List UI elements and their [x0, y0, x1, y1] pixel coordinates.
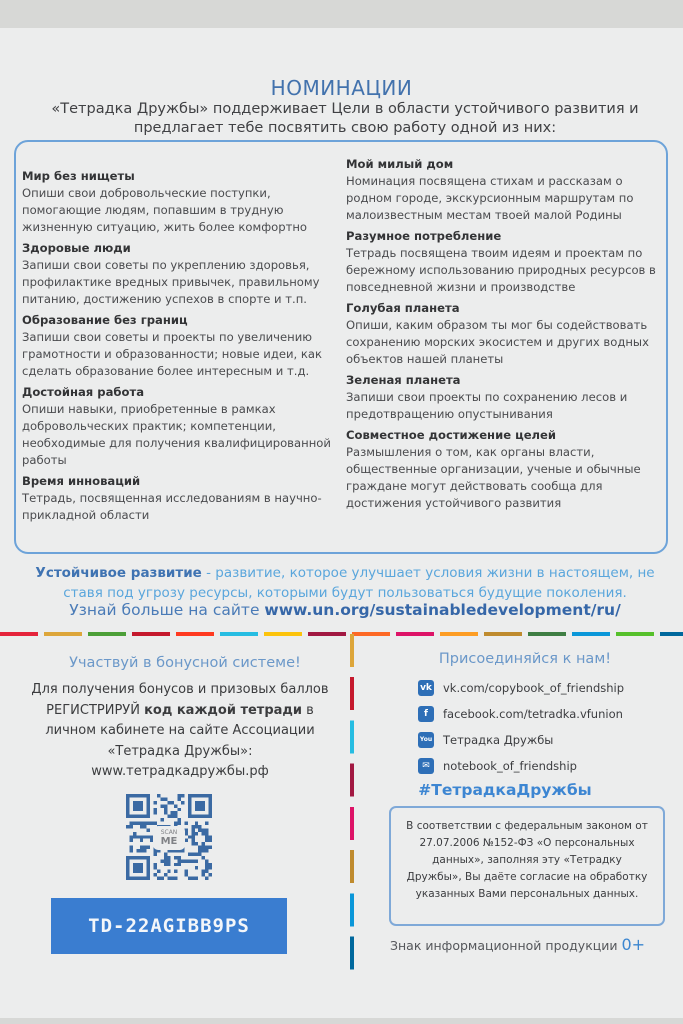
stripe-segment [528, 632, 566, 636]
nomination-title: Образование без границ [22, 313, 188, 327]
join-heading: Присоединяйся к нам! [438, 651, 612, 667]
social-link-messenger[interactable] [418, 753, 673, 779]
stripe-segment [132, 632, 170, 636]
nomination-item [22, 473, 342, 524]
stripe-segment [616, 632, 654, 636]
hashtag: #ТетрадкаДружбы [418, 781, 592, 799]
nomination-text: Опиши навыки, приобретенные в рамках добровольческих практик; компетенции, необходимые для получения квалифицированной работы [22, 402, 331, 467]
nomination-text: Номинация посвящена стихам и рассказам о родном городе, экскурсионным маршрутам по малоизвестным местам твоей малой Родины [346, 174, 634, 222]
nominations-left-column [22, 168, 342, 528]
sd-definition: - развитие, которое улучшает условия жизни в настоящем, не ставя под угрозу ресурсы, которыми будут пользоваться будущие поколения. [63, 565, 655, 601]
nomination-text: Тетрадь, посвященная исследованиям в научно-прикладной области [22, 491, 322, 522]
stripe-segment [88, 632, 126, 636]
stripe-segment [352, 632, 390, 636]
learn-more [30, 601, 660, 619]
nomination-item [22, 168, 342, 236]
bonus-instructions [30, 680, 330, 783]
stripe-segment [44, 632, 82, 636]
nomination-title: Голубая планета [346, 301, 460, 315]
nomination-item [346, 372, 666, 423]
social-link-facebook[interactable] [418, 701, 673, 727]
nomination-title: Разумное потребление [346, 229, 502, 243]
nomination-title: Зеленая планета [346, 373, 461, 387]
nominations-right-column [346, 156, 666, 516]
stripe-segment [572, 632, 610, 636]
age-rating-mark: 0+ [621, 935, 646, 954]
bonus-text-bold: код каждой тетради [144, 702, 303, 718]
stripe-segment [440, 632, 478, 636]
nomination-title: Мой милый дом [346, 157, 454, 171]
stripe-segment [660, 632, 683, 636]
page-title: НОМИНАЦИИ [270, 76, 413, 100]
facebook-icon: f [418, 706, 434, 722]
social-link-text: vk.com/copybook_of_friendship [443, 681, 625, 695]
stripe-segment [484, 632, 522, 636]
stripe-segment [220, 632, 258, 636]
vk-icon: vk [418, 680, 434, 696]
sustainable-development-definition [30, 563, 660, 603]
sdg-color-divider [350, 634, 354, 980]
nomination-item [346, 427, 666, 512]
stripe-segment [0, 632, 38, 636]
nomination-item [346, 156, 666, 224]
social-link-text: facebook.com/tetradka.vfunion [443, 707, 623, 721]
youtube-icon: You [418, 732, 434, 748]
nomination-title: Здоровые люди [22, 241, 131, 255]
stripe-segment [264, 632, 302, 636]
bonus-text-1: Для получения бонусов и призовых баллов РЕГИСТРИРУЙ [31, 682, 329, 718]
intro-text: «Тетрадка Дружбы» поддерживает Цели в области устойчивого развития и предлагает тебе посвятить свою работу одной из них: [51, 101, 639, 136]
social-links [418, 675, 673, 779]
scan-me-label [153, 826, 185, 850]
social-link-vk[interactable] [418, 675, 673, 701]
nomination-text: Тетрадь посвящена твоим идеям и проектам по бережному использованию природных ресурсов в повседневной жизни и производстве [346, 246, 656, 294]
age-rating [390, 935, 645, 954]
sd-term: Устойчивое развитие [35, 565, 202, 581]
bonus-heading: Участвуй в бонусной системе! [69, 655, 301, 671]
nomination-title: Время инноваций [22, 474, 141, 488]
nomination-text: Запиши свои советы и проекты по увеличению грамотности и образованности; новые идеи, как сделать образование более интересным и т.д. [22, 330, 322, 378]
nomination-item [346, 228, 666, 296]
nomination-item [22, 312, 342, 380]
stripe-segment [176, 632, 214, 636]
bonus-text-2: в личном кабинете на сайте Ассоциации «Тетрадка Дружбы»: www.тетрадкадружбы.рф [45, 702, 315, 779]
me-label: ME [160, 836, 178, 847]
stripe-segment [396, 632, 434, 636]
nomination-text: Запиши свои советы по укреплению здоровья, профилактике вредных привычек, правильному питанию, достижению успехов в спорте и т.п. [22, 258, 320, 306]
notebook-code: TD-22AGIBB9PS [51, 898, 287, 954]
nomination-text: Запиши свои проекты по сохранению лесов и предотвращению опустынивания [346, 390, 628, 421]
nomination-text: Опиши, каким образом ты мог бы содействовать сохранению морских экосистем и других водных объектов нашей планеты [346, 318, 649, 366]
nomination-title: Достойная работа [22, 385, 145, 399]
nomination-title: Совместное достижение целей [346, 428, 557, 442]
social-link-text: notebook_of_friendship [443, 759, 577, 773]
nomination-item [346, 300, 666, 368]
nomination-text: Размышления о том, как органы власти, общественные организации, ученые и обычные граждане могут действовать сообща для достижения устойчивого развития [346, 445, 641, 510]
learn-more-prefix: Узнай больше на сайте [69, 601, 265, 619]
nomination-item [22, 240, 342, 308]
un-website-link[interactable]: www.un.org/sustainabledevelopment/ru/ [264, 601, 621, 619]
nomination-text: Опиши свои добровольческие поступки, помогающие людям, попавшим в трудную жизненную ситуацию, жить более комфортно [22, 186, 307, 234]
age-rating-label: Знак информационной продукции [390, 938, 618, 953]
scan-label: SCAN [160, 829, 178, 836]
nomination-item [22, 384, 342, 469]
social-link-youtube[interactable] [418, 727, 673, 753]
messenger-icon: ✉ [418, 758, 434, 774]
nomination-title: Мир без нищеты [22, 169, 135, 183]
stripe-segment [308, 632, 346, 636]
personal-data-notice: В соответствии с федеральным законом от 27.07.2006 №152-ФЗ «О персональных данных», заполняя эту «Тетрадку Дружбы», Вы даёте согласие на обработку указанных Вами персональных данных. [389, 806, 665, 926]
social-link-text: Тетрадка Дружбы [443, 733, 554, 747]
